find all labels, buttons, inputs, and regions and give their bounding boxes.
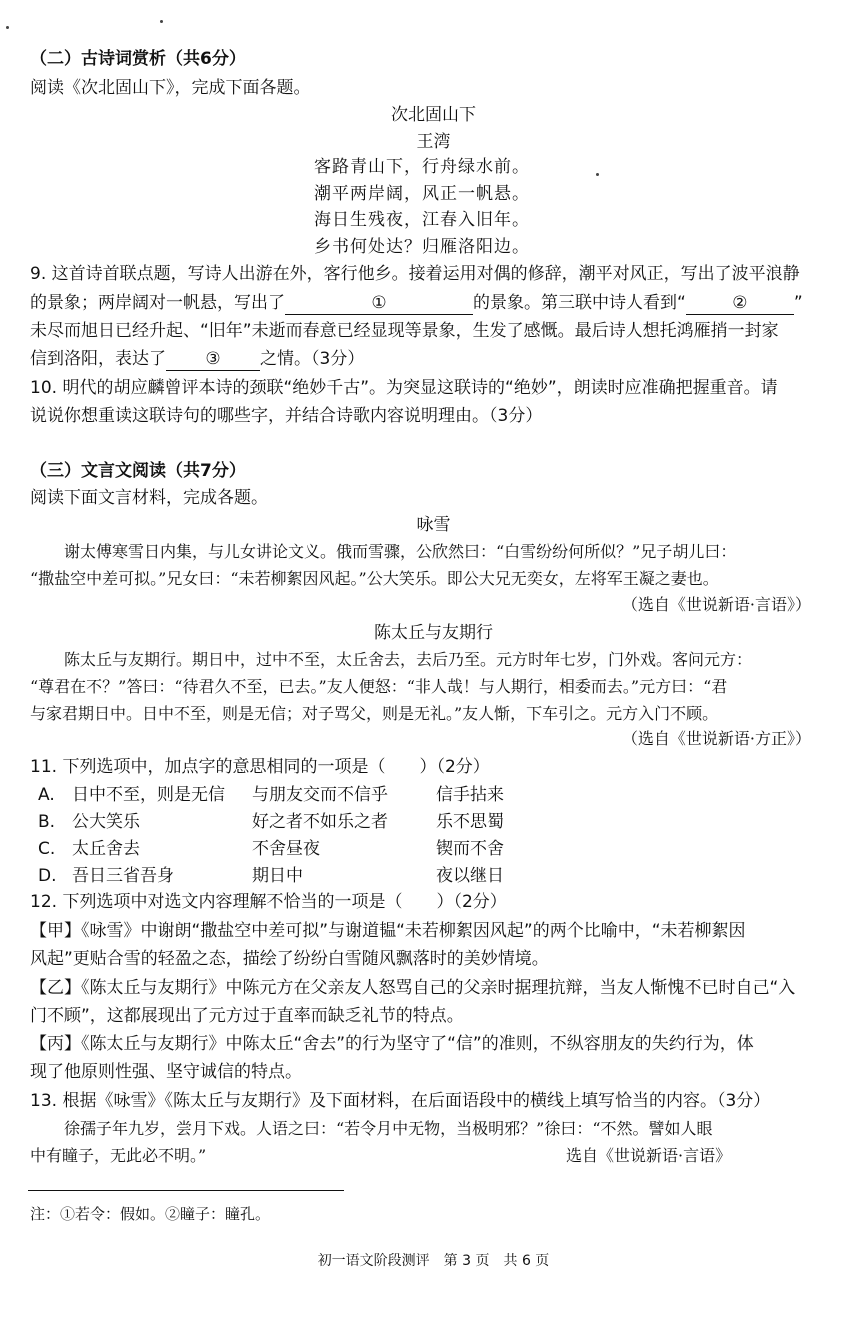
q11-stem: 11. 下列选项中，加点字的意思相同的一项是（ ）（2分） (30, 757, 490, 777)
q12-stem: 12. 下列选项中对选文内容理解不恰当的一项是（ ）（2分） (30, 892, 507, 912)
q9-line-3: 未尽而旭日已经升起、“旧年”未逝而春意已经显现等景象，生发了感慨。最后诗人想托鸿雁捎一封家 (30, 321, 779, 341)
q13-material-source: 选自《世说新语·言语》 (566, 1146, 732, 1165)
q9-line-2b: 的景象。第三联中诗人看到“ (473, 293, 686, 313)
q9-line-4 (30, 348, 364, 371)
q11-option-label[interactable]: A. (38, 785, 55, 805)
q10-line-1: 10. 明代的胡应麟曾评本诗的颈联“绝妙千古”。为突显这联诗的“绝妙”，朗读时应准确把握重音。请 (30, 378, 778, 398)
poem-line-2: 潮平两岸阔，风正一帆悬。 (314, 184, 530, 204)
text2-line-3: 与家君期日中。日中不至，则是无信；对子骂父，则是无礼。”友人惭，下车引之。元方入门不顾。 (30, 704, 719, 723)
scan-speck (6, 26, 9, 29)
q12-bing-line-1: 【丙】《陈太丘与友期行》中陈太丘“舍去”的行为坚守了“信”的准则，不纵容朋友的失约行为，体 (30, 1034, 754, 1054)
text1-line-1: 谢太傅寒雪日内集，与儿女讲论文义。俄而雪骤，公欣然曰：“白雪纷纷何所似？”兄子胡儿曰： (64, 542, 737, 561)
q9-line-2c: ” (793, 293, 803, 313)
text2-line-2: “尊君在不？”答曰：“待君久不至，已去。”友人便怒：“非人哉！与人期行，相委而去。”元方曰：“君 (30, 677, 728, 696)
text1-line-2: “撒盐空中差可拟。”兄女曰：“未若柳絮因风起。”公大笑乐。即公大兄无奕女，左将军王凝之妻也。 (30, 569, 719, 588)
text1-source: （选自《世说新语·言语》） (621, 595, 811, 614)
q11-option-d-phrase-3: 夜以继日 (436, 866, 504, 886)
q10-line-2: 说说你想重读这联诗句的哪些字，并结合诗歌内容说明理由。（3分） (30, 406, 543, 426)
q11-option-a-phrase-3: 信手拈来 (436, 785, 504, 805)
q12-jia-line-2: 风起”更贴合雪的轻盈之态，描绘了纷纷白雪随风飘落时的美妙情境。 (30, 949, 549, 969)
section2-instruction: 阅读《次北固山下》，完成下面各题。 (30, 78, 311, 98)
q12-jia-line-1: 【甲】《咏雪》中谢朗“撒盐空中差可拟”与谢道韫“未若柳絮因风起”的两个比喻中，“未若柳絮因 (30, 921, 746, 941)
q11-option-a-phrase-1: 日中不至，则是无信 (72, 785, 225, 805)
poem-line-1: 客路青山下，行舟绿水前。 (314, 157, 530, 177)
text1-title: 咏雪 (416, 515, 451, 535)
q11-option-c-phrase-2: 不舍昼夜 (252, 839, 320, 859)
scan-speck (596, 173, 599, 176)
q13-material-line-1: 徐孺子年九岁，尝月下戏。人语之曰：“若令月中无物，当极明邪？”徐曰：“不然。譬如人眼 (64, 1119, 713, 1138)
text2-line-1: 陈太丘与友期行。期日中，过中不至，太丘舍去，去后乃至。元方时年七岁，门外戏。客问元方： (64, 650, 753, 669)
q12-yi-line-1: 【乙】《陈太丘与友期行》中陈元方在父亲友人怒骂自己的父亲时据理抗辩，当友人惭愧不已时自己“入 (30, 978, 796, 998)
q11-option-a-phrase-2: 与朋友交而不信乎 (252, 785, 388, 805)
poem-author: 王湾 (416, 132, 451, 152)
text2-title: 陈太丘与友期行 (374, 623, 493, 643)
section3-instruction: 阅读下面文言材料，完成各题。 (30, 488, 268, 508)
q11-option-c-phrase-1: 太丘舍去 (72, 839, 140, 859)
q11-option-c-phrase-3: 锲而不舍 (436, 839, 504, 859)
footnote: 注：①若令：假如。②瞳子：瞳孔。 (30, 1205, 271, 1223)
section2-heading: （二）古诗词赏析（共6分） (30, 49, 246, 69)
q11-option-d-phrase-1: 吾日三省吾身 (72, 866, 174, 886)
poem-line-4: 乡书何处达？归雁洛阳边。 (314, 237, 530, 257)
q11-option-b-phrase-1: 公大笑乐 (72, 812, 140, 832)
answer-blank-1[interactable]: ① (285, 292, 473, 315)
q11-option-d-phrase-2: 期日中 (252, 866, 303, 886)
q13-material-line-2: 中有瞳子，无此必不明。” (30, 1146, 207, 1165)
q9-line-4a: 信到洛阳，表达了 (30, 349, 166, 369)
section3-heading: （三）文言文阅读（共7分） (30, 461, 246, 481)
q12-bing-line-2: 现了他原则性强、坚守诚信的特点。 (30, 1062, 302, 1082)
q9-line-1: 9. 这首诗首联点题，写诗人出游在外，客行他乡。接着运用对偶的修辞，潮平对风正，写出了波平浪静 (30, 264, 800, 284)
q11-option-b-phrase-3: 乐不思蜀 (436, 812, 504, 832)
q12-yi-line-2: 门不顾”，这都展现出了元方过于直率而缺乏礼节的特点。 (30, 1006, 464, 1026)
q11-option-label[interactable]: D. (38, 866, 57, 886)
q9-line-4b: 之情。（3分） (260, 349, 365, 369)
poem-line-3: 海日生残夜，江春入旧年。 (314, 210, 530, 230)
footnote-rule (28, 1190, 344, 1191)
scan-speck (160, 20, 163, 23)
q11-option-b-phrase-2: 好之者不如乐之者 (252, 812, 388, 832)
text2-source: （选自《世说新语·方正》） (621, 729, 811, 748)
poem-title: 次北固山下 (391, 105, 476, 125)
q11-option-label[interactable]: B. (38, 812, 56, 832)
answer-blank-2[interactable]: ② (686, 292, 794, 315)
q9-line-2 (30, 292, 803, 315)
page-footer: 初一语文阶段测评 第 3 页 共 6 页 (317, 1253, 550, 1269)
q13-stem: 13. 根据《咏雪》《陈太丘与友期行》及下面材料，在后面语段中的横线上填写恰当的内容。（3分） (30, 1091, 771, 1111)
answer-blank-3[interactable]: ③ (166, 348, 260, 371)
q11-option-label[interactable]: C. (38, 839, 56, 859)
q9-line-2a: 的景象；两岸阔对一帆悬，写出了 (30, 293, 285, 313)
